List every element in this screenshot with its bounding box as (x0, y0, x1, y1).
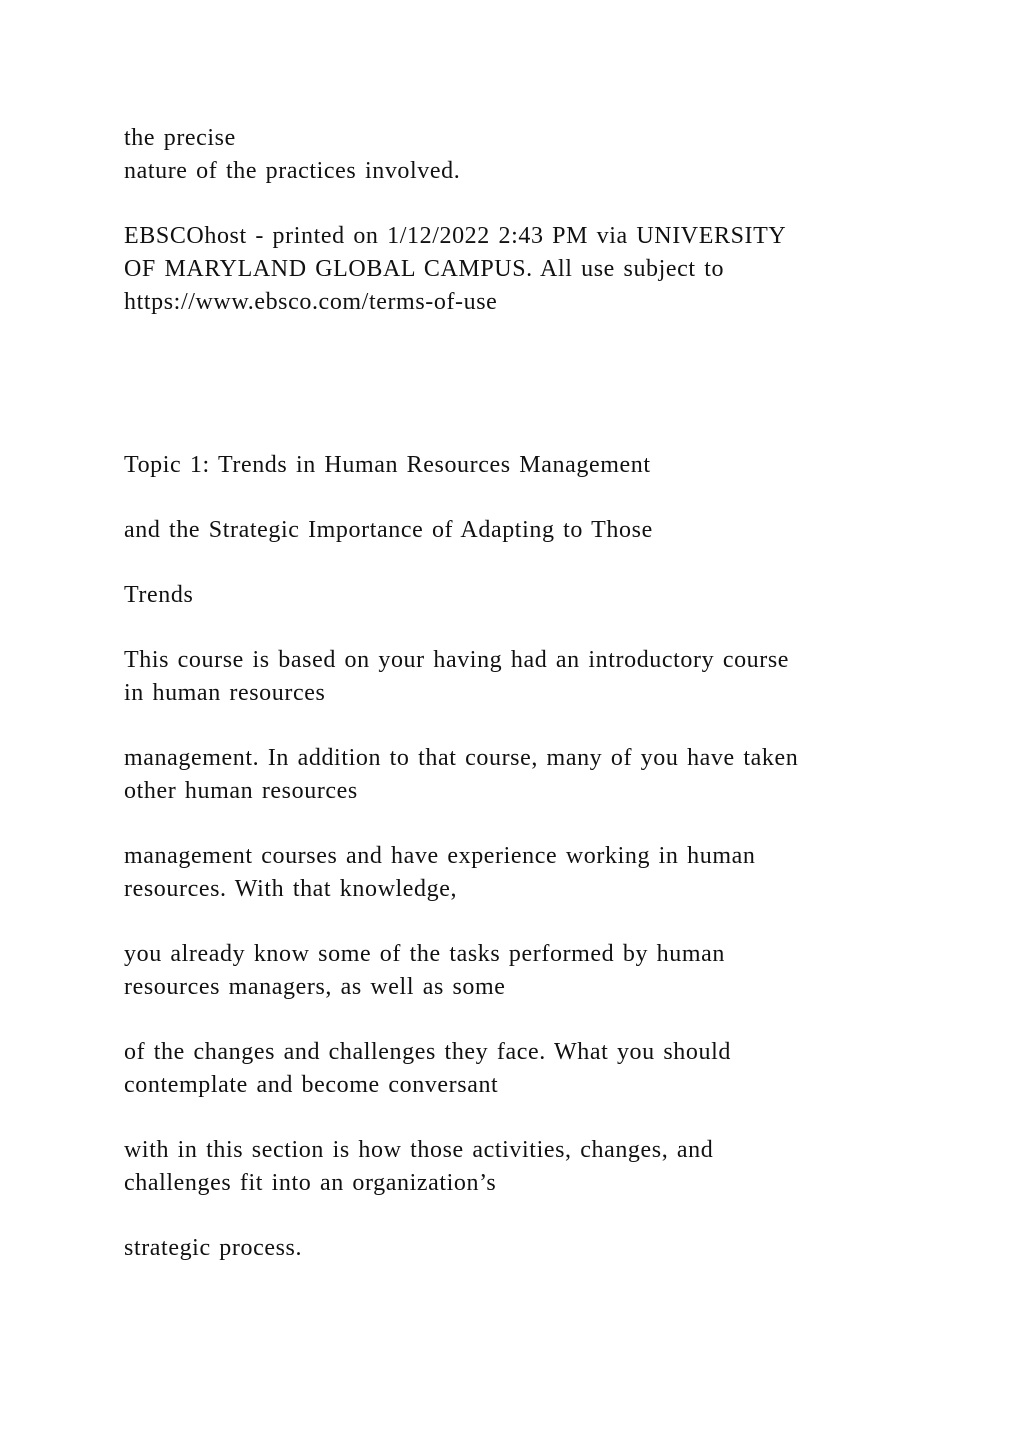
body-paragraph (124, 1036, 984, 1102)
body-paragraph (124, 1232, 984, 1265)
terms-link-text: https://www.ebsco.com/terms-of-use (124, 289, 498, 315)
text-line: contemplate and become conversant (124, 1072, 499, 1098)
text-line: of the changes and challenges they face. What you should (124, 1039, 731, 1065)
body-paragraph (124, 644, 984, 710)
document-content (124, 122, 984, 1265)
text-line: OF MARYLAND GLOBAL CAMPUS. All use subject to (124, 256, 725, 282)
text-line: EBSCOhost - printed on 1/12/2022 2:43 PM via UNIVERSITY (124, 223, 787, 249)
text-line: in human resources (124, 680, 326, 706)
text-line: resources managers, as well as some (124, 974, 506, 1000)
text-line: strategic process. (124, 1235, 303, 1261)
text-line: resources. With that knowledge, (124, 876, 458, 902)
text-line: management courses and have experience working in human (124, 843, 756, 869)
text-line: with in this section is how those activities, changes, and (124, 1137, 714, 1163)
topic-heading-line-3 (124, 579, 984, 612)
text-line: other human resources (124, 778, 358, 804)
body-paragraph (124, 840, 984, 906)
body-paragraph (124, 1134, 984, 1200)
heading-line: Trends (124, 582, 194, 608)
topic-heading-line-1 (124, 449, 984, 482)
text-line: the precise (124, 125, 236, 151)
topic-heading-line-2 (124, 514, 984, 547)
heading-line: Topic 1: Trends in Human Resources Management (124, 452, 651, 478)
text-line: This course is based on your having had an introductory course (124, 647, 790, 673)
body-paragraph (124, 742, 984, 808)
text-line: management. In addition to that course, many of you have taken (124, 745, 799, 771)
text-line: nature of the practices involved. (124, 158, 461, 184)
body-paragraph (124, 938, 984, 1004)
ebsco-notice (124, 220, 984, 319)
intro-paragraph (124, 122, 984, 188)
text-line: you already know some of the tasks performed by human (124, 941, 725, 967)
text-line: challenges fit into an organization’s (124, 1170, 497, 1196)
heading-line: and the Strategic Importance of Adapting to Those (124, 517, 653, 543)
